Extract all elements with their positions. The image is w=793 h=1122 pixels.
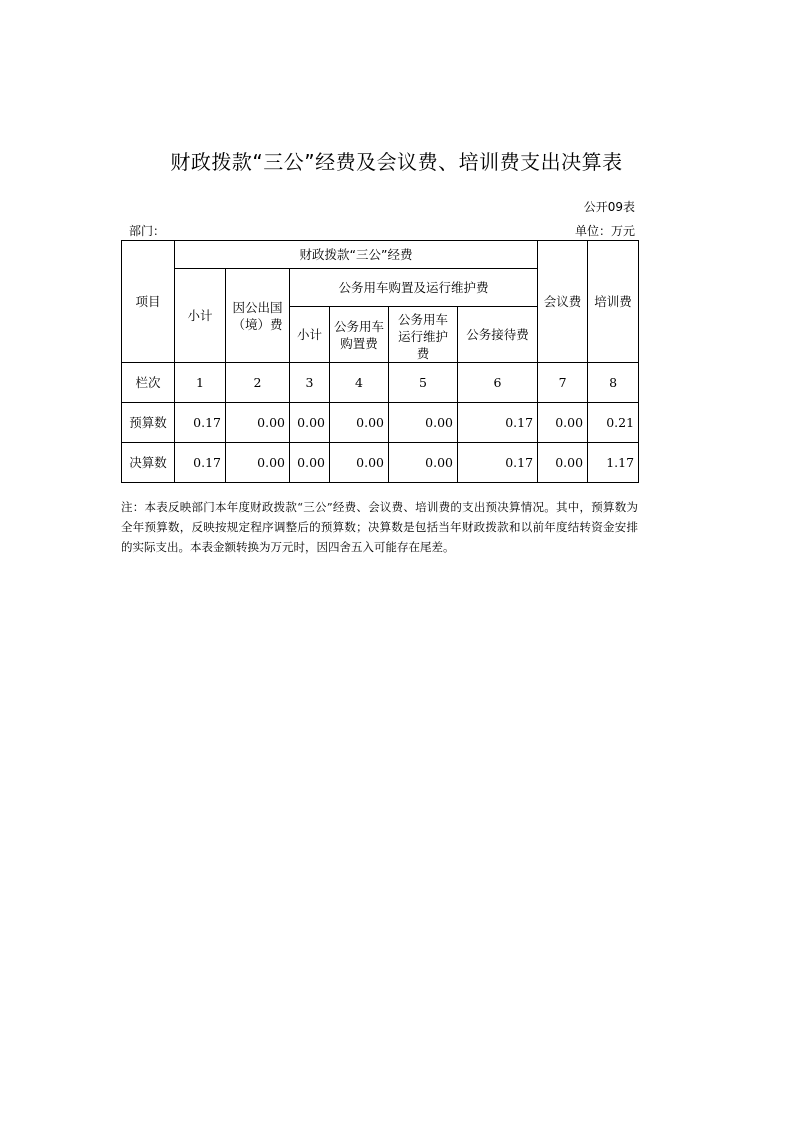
header-sangong: 财政拨款“三公”经费 xyxy=(175,241,538,269)
header-meeting: 会议费 xyxy=(538,241,588,363)
row-label-final: 决算数 xyxy=(122,443,175,483)
table-row xyxy=(122,403,639,443)
index-row-label: 栏次 xyxy=(122,363,175,403)
page-title: 财政拨款“三公”经费及会议费、培训费支出决算表 xyxy=(170,150,623,174)
value-cell: 0.17 xyxy=(458,403,538,443)
table-row xyxy=(122,443,639,483)
index-cell: 5 xyxy=(389,363,458,403)
header-reception: 公务接待费 xyxy=(458,307,538,363)
value-cell: 0.00 xyxy=(290,443,330,483)
value-cell: 0.00 xyxy=(538,403,588,443)
value-cell: 0.00 xyxy=(330,443,389,483)
index-cell: 6 xyxy=(458,363,538,403)
index-cell: 4 xyxy=(330,363,389,403)
header-abroad: 因公出国（境）费 xyxy=(226,269,290,363)
value-cell: 0.00 xyxy=(538,443,588,483)
value-cell: 0.17 xyxy=(175,403,226,443)
index-cell: 3 xyxy=(290,363,330,403)
value-cell: 0.17 xyxy=(458,443,538,483)
value-cell: 0.00 xyxy=(389,403,458,443)
footnote: 注：本表反映部门本年度财政拨款“三公”经费、会议费、培训费的支出预决算情况。其中，预算数为全年预算数，反映按规定程序调整后的预算数；决算数是包括当年财政拨款和以前年度结转资金安排的实际支出。本表金额转换为万元时，因四舍五入可能存在尾差。 xyxy=(121,500,638,554)
header-vehicle-subtotal: 小计 xyxy=(290,307,330,363)
value-cell: 0.21 xyxy=(588,403,639,443)
header-subtotal: 小计 xyxy=(175,269,226,363)
expenditure-table xyxy=(121,240,639,483)
value-cell: 0.17 xyxy=(175,443,226,483)
value-cell: 0.00 xyxy=(226,403,290,443)
index-row xyxy=(122,363,639,403)
header-vehicle-group: 公务用车购置及运行维护费 xyxy=(290,269,538,307)
index-cell: 2 xyxy=(226,363,290,403)
value-cell: 0.00 xyxy=(330,403,389,443)
value-cell: 0.00 xyxy=(226,443,290,483)
department-label: 部门： xyxy=(129,224,166,238)
index-cell: 8 xyxy=(588,363,639,403)
unit-label: 单位：万元 xyxy=(574,224,635,238)
form-number: 公开09表 xyxy=(583,200,635,214)
index-cell: 7 xyxy=(538,363,588,403)
header-vehicle-operation: 公务用车运行维护费 xyxy=(397,311,448,361)
header-item: 项目 xyxy=(122,241,175,363)
value-cell: 0.00 xyxy=(389,443,458,483)
index-cell: 1 xyxy=(175,363,226,403)
value-cell: 0.00 xyxy=(290,403,330,443)
value-cell: 1.17 xyxy=(588,443,639,483)
row-label-budget: 预算数 xyxy=(122,403,175,443)
header-training: 培训费 xyxy=(588,241,639,363)
header-vehicle-purchase: 公务用车购置费 xyxy=(330,307,389,363)
